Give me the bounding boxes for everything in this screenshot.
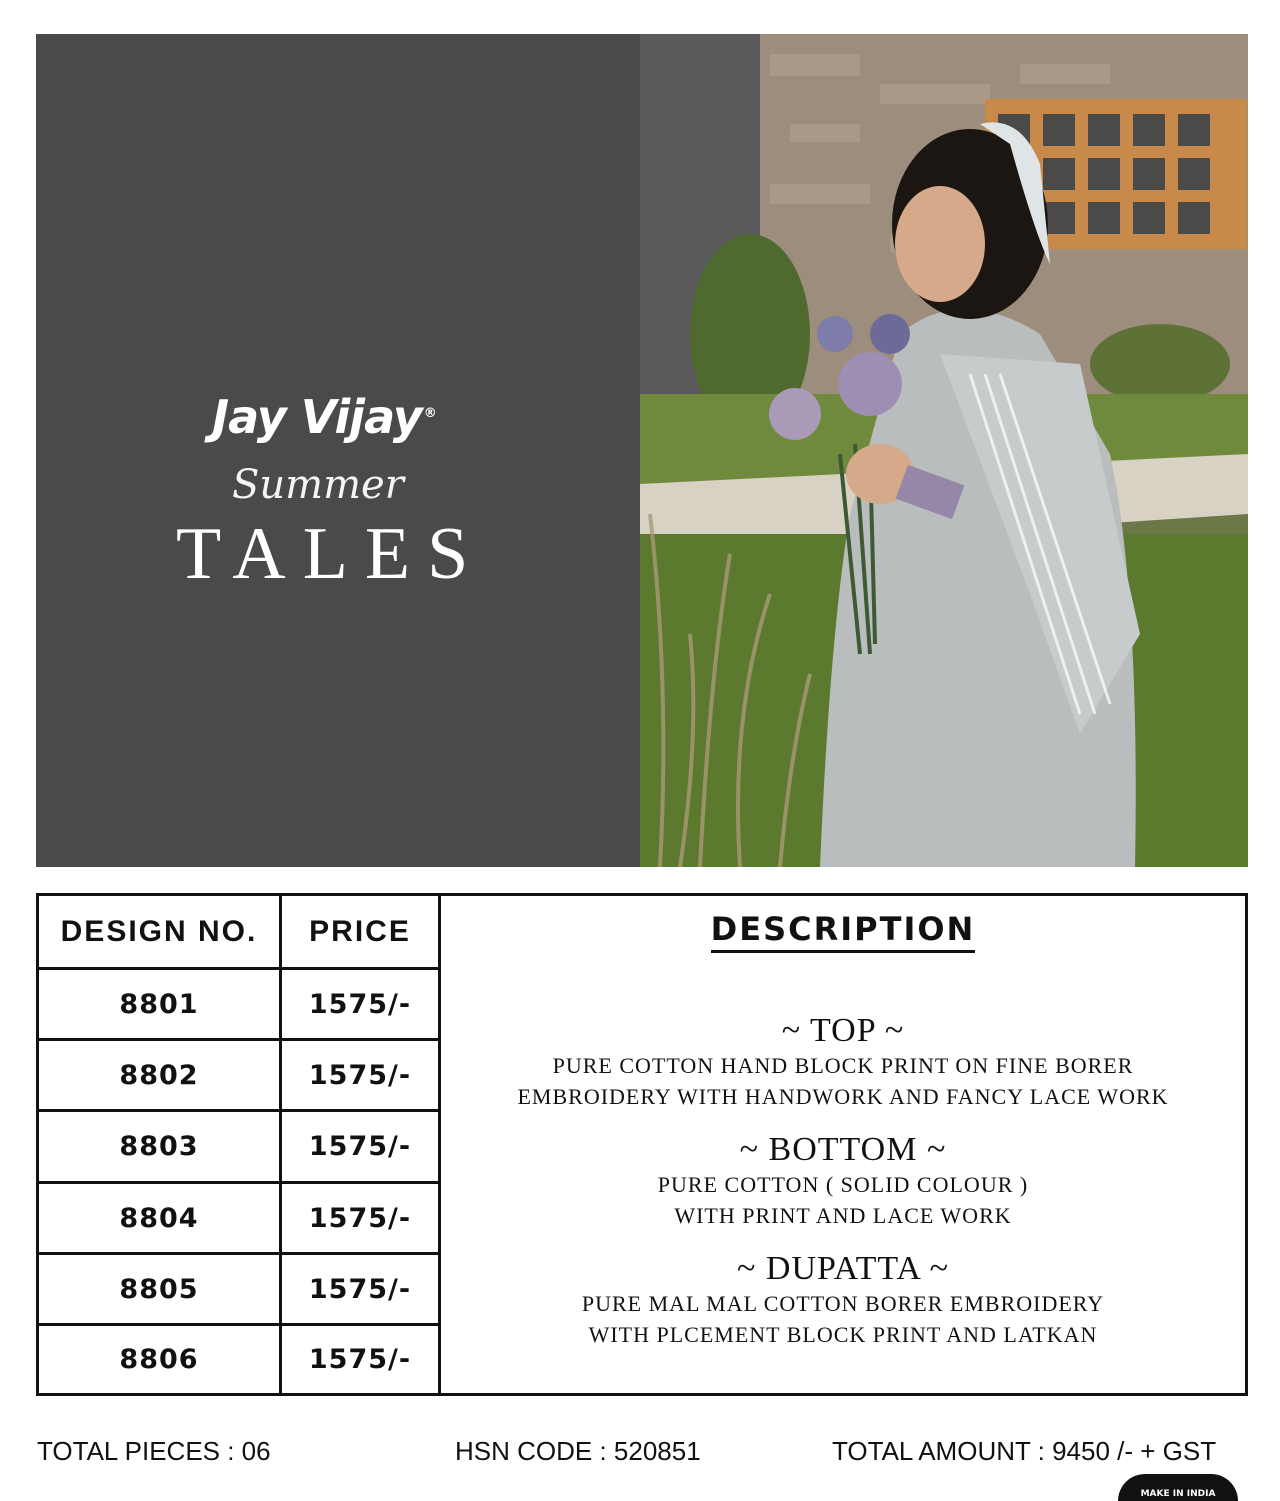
design-cell: 8806	[119, 1344, 199, 1375]
bottom-title: ~ BOTTOM ~	[739, 1131, 947, 1168]
price-column	[282, 896, 441, 1393]
price-cell: 1575/-	[282, 1112, 438, 1184]
total-pieces: TOTAL PIECES : 06	[37, 1436, 271, 1466]
brand-logo-text: Jay Vijay	[212, 390, 422, 444]
bottom-description	[441, 1131, 1245, 1231]
top-title: ~ TOP ~	[781, 1012, 905, 1049]
design-cell: 8803	[39, 1112, 279, 1184]
description-heading	[441, 910, 1245, 948]
make-in-india-badge	[1118, 1474, 1238, 1501]
brand-logo	[212, 390, 436, 444]
design-column	[39, 896, 282, 1393]
product-table	[36, 893, 1248, 1396]
top-description	[441, 1012, 1245, 1112]
catalog-banner	[36, 34, 1248, 867]
design-cell: 8804	[39, 1184, 279, 1255]
price-cell: 1575/-	[282, 1255, 438, 1326]
description-column	[441, 896, 1245, 1393]
dupatta-line: WITH PLCEMENT BLOCK PRINT AND LATKAN	[588, 1322, 1098, 1347]
top-line: EMBROIDERY WITH HANDWORK AND FANCY LACE WORK	[517, 1084, 1169, 1109]
bottom-line: WITH PRINT AND LACE WORK	[674, 1203, 1012, 1228]
design-cell: 8805	[39, 1255, 279, 1326]
price-header: PRICE	[282, 896, 438, 970]
description-heading-text: DESCRIPTION	[711, 910, 976, 953]
dupatta-description	[441, 1250, 1245, 1350]
collection-title: TALES	[176, 513, 486, 595]
collection-script: Summer	[232, 462, 404, 508]
dupatta-line: PURE MAL MAL COTTON BORER EMBROIDERY	[581, 1291, 1105, 1316]
bottom-line: PURE COTTON ( SOLID COLOUR )	[657, 1172, 1029, 1197]
price-cell: 1575/-	[282, 1184, 438, 1255]
design-cell: 8801	[39, 970, 279, 1041]
make-in-india-text: MAKE IN INDIA	[1140, 1489, 1216, 1499]
design-header: DESIGN NO.	[39, 896, 279, 970]
brand-panel	[36, 34, 640, 867]
registered-mark: ®	[423, 405, 436, 421]
model-photo-illustration	[640, 34, 1248, 867]
price-cell: 1575/-	[282, 1041, 438, 1112]
model-photo	[640, 34, 1248, 867]
hsn-code: HSN CODE : 520851	[455, 1436, 701, 1466]
total-amount: TOTAL AMOUNT : 9450 /- + GST	[832, 1436, 1217, 1466]
price-cell: 1575/-	[308, 1344, 412, 1375]
dupatta-title: ~ DUPATTA ~	[737, 1250, 949, 1287]
price-cell: 1575/-	[282, 970, 438, 1041]
top-line: PURE COTTON HAND BLOCK PRINT ON FINE BORER	[552, 1053, 1134, 1078]
design-cell: 8802	[39, 1041, 279, 1112]
